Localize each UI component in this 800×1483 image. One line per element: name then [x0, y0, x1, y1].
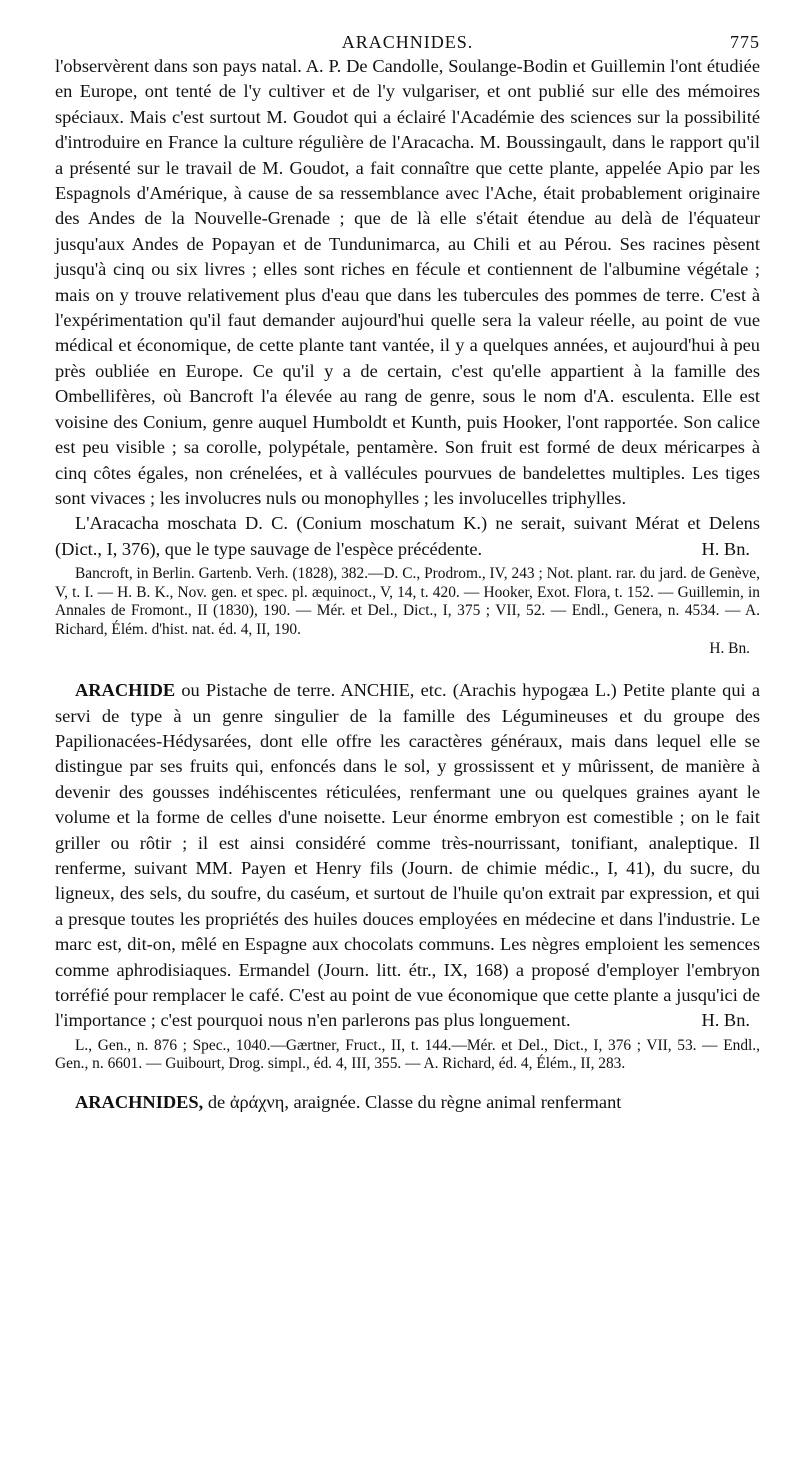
page-number: 775	[730, 32, 760, 52]
entry-arracacha	[55, 54, 760, 562]
arracacha-paragraph-1: l'observèrent dans son pays natal. A. P. De Candolle, Soulange-Bodin et Guillemin l'ont étudiée en Europe, ont tenté de l'y cultiver et de l'y vulgariser, et ont publié sur elle des mémoires spéciaux. Mais c'est surtout M. Goudot qui a éclairé l'Académie des sciences sur la possibilité d'introduire en France la culture régulière de l'Aracacha. M. Boussingault, dans le rapport qu'il a présenté sur le travail de M. Goudot, a fait connaître que cette plante, appelée Apio par les Espagnols d'Amérique, à cause de sa ressemblance avec l'Ache, était probablement originaire des Andes de la Nouvelle-Grenade ; que de là elle s'était étendue au delà de l'équateur jusqu'aux Andes de Popayan et de Tundunimarca, au Chili et au Pérou. Ses racines pèsent jusqu'à cinq ou six livres ; elles sont riches en fécule et contiennent de l'albumine végétale ; mais on y trouve relativement plus d'eau que dans les tubercules des pommes de terre. C'est à l'expérimentation qu'il faut demander aujourd'hui quelle sera la valeur réelle, au point de vue médical et économique, de cette plante tant vantée, il y a quelques années, et aujourd'hui à peu près oubliée en Europe. Ce qu'il y a de certain, c'est qu'elle appartient à la famille des Ombellifères, où Bancroft l'a élevée au rang de genre, sous le nom d'A. esculenta. Elle est voisine des Conium, genre auquel Humboldt et Kunth, puis Hooker, l'ont rapportée. Son calice est peu visible ; sa corolle, polypétale, pentamère. Son fruit est formé de deux méricarpes à cinq côtes égales, non crénelées, et à vallécules pourvues de bandelettes multiples. Les tiges sont vivaces ; les involucres nuls ou monophylles ; les involucelles triphylles.	[55, 56, 760, 508]
arachnides-text: de ἀράχνη, araignée. Classe du règne animal renfermant	[207, 1091, 622, 1112]
arracacha-paragraph-2-text: L'Aracacha moschata D. C. (Conium moschatum K.) ne serait, suivant Mérat et Delens (Dict., I, 376), que le type sauvage de l'espèce précédente.	[55, 513, 760, 559]
arracacha-references-signature: H. Bn.	[709, 639, 750, 657]
arracacha-references-text: Bancroft, in Berlin. Gartenb. Verh. (1828), 382.—D. C., Prodrom., IV, 243 ; Not. plant. rar. du jard. de Genève, V, t. I. — H. B. K., Nov. gen. et spec. pl. æquinoct., V, 14, t. 420. — Hooker, Exot. Flora, t. 152. — Guillemin, in Annales de Fromont., II (1830), 190. — Mér. et Del., Dict., I, 375 ; VII, 52. — Endl., Genera, n. 4534. — A. Richard, Élém. d'hist. nat. éd. 4, II, 190.	[55, 565, 760, 638]
arachide-text: ou Pistache de terre. ANCHIE, etc. (Arachis hypogæa L.) Petite plante qui a servi de type à un genre singulier de la famille des Légumineuses et du groupe des Papilionacées-Hédysarées, dont elle offre les caractères généraux, mais dans lequel elle se distingue par ses fruits qui, enfoncés dans le sol, y grossissent et y mûrissent, de manière à devenir des gousses indéhiscentes réticulées, renfermant une ou quelques graines ayant le volume et la forme de celles d'une noisette. Leur énorme embryon est comestible ; on le fait griller ou rôtir ; il est ainsi considéré comme très-nourrissant, tonifiant, analeptique. Il renferme, suivant MM. Payen et Henry fils (Journ. de chimie médic., I, 41), du sucre, du ligneux, des sels, du soufre, du caséum, et surtout de l'huile qu'on extrait par expression, et qui a presque toutes les propriétés des huiles douces employées en médecine et dans l'industrie. Le marc est, dit-on, mêlé en Espagne aux chocolats communs. Les nègres emploient les semences comme aphrodisiaques. Ermandel (Journ. litt. étr., IX, 168) a proposé d'employer l'embryon torréfié pour remplacer le café. C'est au point de vue économique que cette plante a jusqu'ici de l'importance ; c'est pourquoi nous n'en parlerons pas plus longuement.	[55, 680, 760, 1031]
arracacha-paragraph-2-signature: H. Bn.	[701, 538, 750, 559]
arachide-paragraph	[55, 678, 760, 1034]
arachnides-paragraph	[55, 1090, 760, 1115]
arachide-references	[55, 1037, 760, 1074]
arracacha-paragraph-2	[55, 511, 760, 562]
running-header	[55, 30, 760, 54]
entry-arachide	[55, 678, 760, 1034]
entry-arachnides	[55, 1090, 760, 1115]
arachide-signature: H. Bn.	[701, 1010, 750, 1031]
page	[55, 30, 760, 1115]
arracacha-references	[55, 565, 760, 658]
running-title: ARACHNIDES.	[341, 32, 474, 52]
arachide-references-text: L., Gen., n. 876 ; Spec., 1040.—Gærtner, Fruct., II, t. 144.—Mér. et Del., Dict., I, 376 ; VII, 53. — Endl., Gen., n. 6601. — Guibourt, Drog. simpl., éd. 4, III, 355. — A. Richard, éd. 4, Élém., II, 283.	[55, 1036, 760, 1073]
arachide-headword: ARACHIDE	[75, 680, 176, 701]
arachnides-headword: ARACHNIDES,	[75, 1091, 204, 1112]
